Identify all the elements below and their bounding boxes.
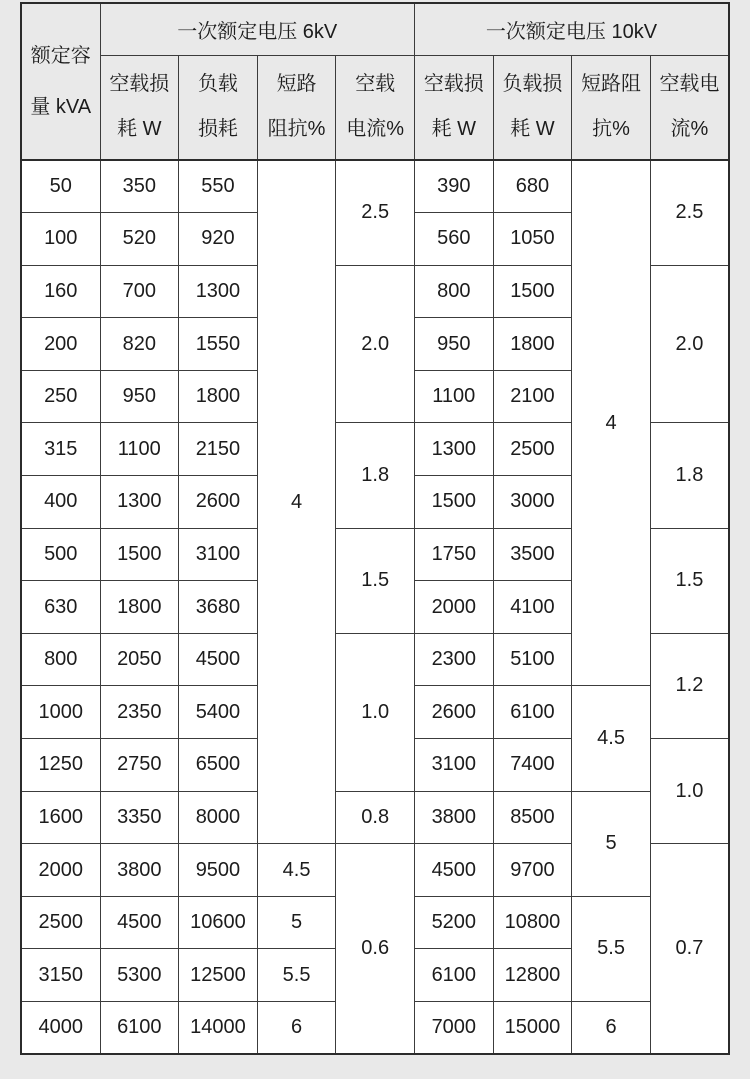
corner-header-line2: 量 kVA <box>30 95 92 118</box>
cell-load-loss-10kv: 2500 <box>493 423 572 476</box>
cell-load-loss-6kv: 5400 <box>179 686 258 739</box>
cell-no-load-loss-6kv: 3350 <box>100 791 179 844</box>
cell-no-load-loss-6kv: 520 <box>100 213 179 266</box>
cell-no-load-loss-6kv: 950 <box>100 370 179 423</box>
transformer-spec-table <box>20 2 730 1055</box>
cell-no-load-loss-10kv: 5200 <box>415 896 494 949</box>
cell-capacity: 800 <box>21 633 100 686</box>
cell-load-loss-10kv: 9700 <box>493 844 572 897</box>
table-header <box>21 3 729 160</box>
cell-no-load-current-6kv: 1.5 <box>336 528 415 633</box>
cell-load-loss-6kv: 920 <box>179 213 258 266</box>
cell-no-load-loss-6kv: 1300 <box>100 476 179 529</box>
cell-impedance-10kv: 5.5 <box>572 896 651 1001</box>
cell-capacity: 200 <box>21 318 100 371</box>
cell-load-loss-10kv: 1500 <box>493 265 572 318</box>
cell-load-loss-6kv: 550 <box>179 160 258 213</box>
column-header-no-load-loss-10kv: 空载损 耗 W <box>415 55 494 160</box>
cell-load-loss-10kv: 3500 <box>493 528 572 581</box>
cell-load-loss-6kv: 2600 <box>179 476 258 529</box>
cell-load-loss-10kv: 15000 <box>493 1002 572 1055</box>
cell-no-load-loss-10kv: 7000 <box>415 1002 494 1055</box>
corner-header-capacity <box>21 3 100 160</box>
cell-capacity: 400 <box>21 476 100 529</box>
group-header-row <box>21 3 729 55</box>
cell-load-loss-10kv: 5100 <box>493 633 572 686</box>
cell-no-load-loss-6kv: 2050 <box>100 633 179 686</box>
cell-load-loss-6kv: 8000 <box>179 791 258 844</box>
cell-no-load-loss-6kv: 2750 <box>100 739 179 792</box>
sub-header-row <box>21 55 729 160</box>
cell-impedance-6kv: 5.5 <box>257 949 336 1002</box>
column-header-load-loss-6kv: 负载 损耗 <box>179 55 258 160</box>
cell-load-loss-10kv: 2100 <box>493 370 572 423</box>
cell-no-load-loss-10kv: 1100 <box>415 370 494 423</box>
cell-no-load-loss-10kv: 950 <box>415 318 494 371</box>
cell-no-load-loss-10kv: 560 <box>415 213 494 266</box>
cell-no-load-current-6kv: 1.0 <box>336 633 415 791</box>
cell-no-load-current-10kv: 1.8 <box>650 423 729 528</box>
cell-load-loss-6kv: 3680 <box>179 581 258 634</box>
cell-load-loss-6kv: 3100 <box>179 528 258 581</box>
cell-load-loss-10kv: 1800 <box>493 318 572 371</box>
group-header-6kv: 一次额定电压 6kV <box>100 3 415 55</box>
cell-no-load-loss-6kv: 1100 <box>100 423 179 476</box>
cell-load-loss-10kv: 12800 <box>493 949 572 1002</box>
cell-no-load-loss-6kv: 4500 <box>100 896 179 949</box>
cell-capacity: 500 <box>21 528 100 581</box>
cell-no-load-loss-10kv: 2000 <box>415 581 494 634</box>
cell-load-loss-6kv: 2150 <box>179 423 258 476</box>
cell-no-load-loss-10kv: 3800 <box>415 791 494 844</box>
column-header-load-loss-10kv: 负载损 耗 W <box>493 55 572 160</box>
column-header-no-load-current-10kv: 空载电 流% <box>650 55 729 160</box>
cell-impedance-6kv: 5 <box>257 896 336 949</box>
cell-capacity: 4000 <box>21 1002 100 1055</box>
cell-no-load-loss-6kv: 700 <box>100 265 179 318</box>
column-header-no-load-loss-6kv: 空载损 耗 W <box>100 55 179 160</box>
cell-no-load-loss-6kv: 350 <box>100 160 179 213</box>
cell-no-load-current-6kv: 2.5 <box>336 160 415 265</box>
cell-no-load-current-6kv: 2.0 <box>336 265 415 423</box>
group-header-10kv: 一次额定电压 10kV <box>415 3 730 55</box>
cell-load-loss-6kv: 14000 <box>179 1002 258 1055</box>
cell-capacity: 50 <box>21 160 100 213</box>
cell-capacity: 2500 <box>21 896 100 949</box>
cell-capacity: 1000 <box>21 686 100 739</box>
cell-no-load-current-10kv: 1.2 <box>650 633 729 738</box>
cell-no-load-loss-10kv: 1750 <box>415 528 494 581</box>
cell-no-load-current-10kv: 1.0 <box>650 739 729 844</box>
cell-load-loss-10kv: 10800 <box>493 896 572 949</box>
cell-capacity: 160 <box>21 265 100 318</box>
cell-impedance-10kv: 4 <box>572 160 651 686</box>
cell-no-load-loss-10kv: 6100 <box>415 949 494 1002</box>
cell-capacity: 100 <box>21 213 100 266</box>
cell-no-load-current-10kv: 2.5 <box>650 160 729 265</box>
cell-impedance-10kv: 6 <box>572 1002 651 1055</box>
cell-capacity: 2000 <box>21 844 100 897</box>
cell-capacity: 1600 <box>21 791 100 844</box>
cell-load-loss-6kv: 1300 <box>179 265 258 318</box>
cell-load-loss-6kv: 1800 <box>179 370 258 423</box>
cell-load-loss-10kv: 4100 <box>493 581 572 634</box>
corner-header-line1: 额定容 <box>30 44 91 67</box>
cell-impedance-6kv: 6 <box>257 1002 336 1055</box>
cell-no-load-current-10kv: 2.0 <box>650 265 729 423</box>
cell-load-loss-6kv: 9500 <box>179 844 258 897</box>
cell-no-load-loss-10kv: 3100 <box>415 739 494 792</box>
cell-load-loss-10kv: 680 <box>493 160 572 213</box>
cell-no-load-loss-10kv: 4500 <box>415 844 494 897</box>
table-row <box>21 791 729 844</box>
cell-no-load-loss-10kv: 1300 <box>415 423 494 476</box>
cell-load-loss-10kv: 3000 <box>493 476 572 529</box>
cell-impedance-6kv: 4 <box>257 160 336 844</box>
cell-no-load-loss-6kv: 2350 <box>100 686 179 739</box>
cell-no-load-loss-10kv: 1500 <box>415 476 494 529</box>
cell-capacity: 1250 <box>21 739 100 792</box>
cell-no-load-loss-10kv: 2600 <box>415 686 494 739</box>
column-header-impedance-6kv: 短路 阻抗% <box>257 55 336 160</box>
cell-no-load-loss-10kv: 800 <box>415 265 494 318</box>
cell-load-loss-6kv: 12500 <box>179 949 258 1002</box>
cell-impedance-10kv: 4.5 <box>572 686 651 791</box>
cell-load-loss-6kv: 4500 <box>179 633 258 686</box>
cell-no-load-current-6kv: 0.6 <box>336 844 415 1054</box>
cell-no-load-loss-6kv: 3800 <box>100 844 179 897</box>
column-header-no-load-current-6kv: 空载 电流% <box>336 55 415 160</box>
cell-no-load-current-6kv: 0.8 <box>336 791 415 844</box>
cell-no-load-loss-10kv: 390 <box>415 160 494 213</box>
cell-no-load-current-10kv: 0.7 <box>650 844 729 1054</box>
cell-capacity: 630 <box>21 581 100 634</box>
cell-no-load-loss-6kv: 1500 <box>100 528 179 581</box>
cell-no-load-loss-10kv: 2300 <box>415 633 494 686</box>
cell-load-loss-6kv: 10600 <box>179 896 258 949</box>
cell-impedance-10kv: 5 <box>572 791 651 896</box>
cell-no-load-current-6kv: 1.8 <box>336 423 415 528</box>
cell-impedance-6kv: 4.5 <box>257 844 336 897</box>
cell-no-load-loss-6kv: 1800 <box>100 581 179 634</box>
cell-no-load-loss-6kv: 6100 <box>100 1002 179 1055</box>
cell-no-load-current-10kv: 1.5 <box>650 528 729 633</box>
table-body <box>21 160 729 1054</box>
cell-load-loss-6kv: 1550 <box>179 318 258 371</box>
cell-load-loss-10kv: 8500 <box>493 791 572 844</box>
cell-no-load-loss-6kv: 5300 <box>100 949 179 1002</box>
column-header-impedance-10kv: 短路阻 抗% <box>572 55 651 160</box>
cell-load-loss-6kv: 6500 <box>179 739 258 792</box>
cell-capacity: 250 <box>21 370 100 423</box>
cell-load-loss-10kv: 7400 <box>493 739 572 792</box>
cell-capacity: 3150 <box>21 949 100 1002</box>
cell-load-loss-10kv: 1050 <box>493 213 572 266</box>
cell-load-loss-10kv: 6100 <box>493 686 572 739</box>
cell-capacity: 315 <box>21 423 100 476</box>
table-row <box>21 160 729 213</box>
cell-no-load-loss-6kv: 820 <box>100 318 179 371</box>
